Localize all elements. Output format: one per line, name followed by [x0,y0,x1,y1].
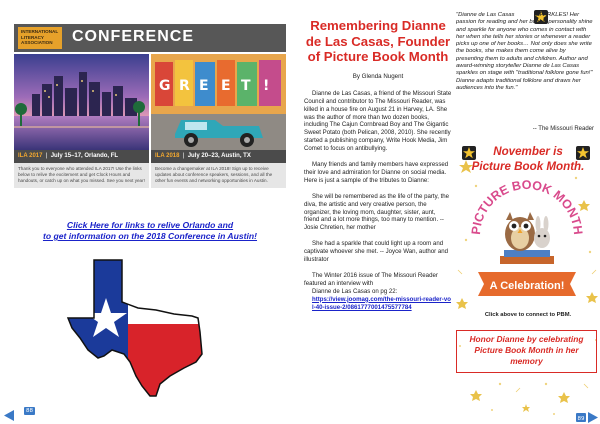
right-column [456,0,600,424]
ila-2018-year: ILA 2018 [155,153,180,159]
logo-line: LITERACY [21,34,44,40]
pbm-heading [456,145,600,174]
article-title: Remembering Dianne de Las Casas, Founder of Picture Book Month [305,18,451,65]
texas-flag-map-icon [66,258,206,398]
previous-page-button[interactable] [4,406,26,417]
svg-text:!: ! [263,78,270,94]
article-byline: By Glenda Nugent [352,72,404,80]
ila-2017-dates: July 15–17, Orlando, FL [50,153,119,159]
article-paragraph: Dianne de Las Casas on pg 22: [312,287,398,295]
svg-text:E: E [221,78,231,94]
badge-subtitle: A Celebration! [489,280,565,292]
article-body [304,90,452,312]
ila-2017-description: Thank you to everyone who attended ILA 2017! Use the links below to relive the excitement and get Clock Hours and handouts, or catch up on what you missed. See you next year! [18,166,145,183]
next-page-button[interactable] [576,408,598,422]
ila-2018-dates: July 20–23, Austin, TX [187,153,251,159]
conference-link-line2[interactable]: to get information on the 2018 Conference in Austin! [42,231,258,241]
page-number-right: 89 [577,416,585,422]
quote-sparkles: SPARKLES! [535,12,569,18]
badge-title: PICTURE BOOK MONTH [468,177,586,236]
article-paragraph: She had a sparkle that could light up a room and captivate whoever she met. -- Joyce Wan, author and illustrator [304,240,449,264]
svg-text:G: G [159,78,171,94]
article-paragraph: Dianne de Las Casas, a friend of the Missouri State Council and contributor to The Missouri Reader, was killed in a house fire on August 21 in Harvey, LA. She was the author of more than two dozen books, including The Cajun Cornbread Boy and The Gigantic Sweet Potato (both Pelican, 2008, 2010). She recently started a publishing company, Write Hook Media, Jim Comet to focus on antibullying. [304,89,452,153]
austin-truck-photo [151,54,286,150]
svg-text:E: E [199,78,209,94]
article-paragraph: The Winter 2016 issue of The Missouri Reader featured an interview with [304,272,438,287]
orlando-skyline-photo [14,54,149,150]
svg-text:R: R [179,78,190,94]
pbm-heading-line1: November is [493,145,563,158]
conference-banner [14,24,286,52]
quote-body: Her passion for reading and her bubbly personality shine and sparkle for anyone who comes in contact with her when she tells her stories or whenever a reader picks up one of her books… Not only does she write the books, she makes them come alive by presenting them to adults and children. Author and award-winning storyteller Dianne de Las Casas sparkles on stage with "traditional folklore gone fun!" Dianne adapts traditional folklore and draws her audiences into the fun." [456,12,593,91]
ila-logo [18,27,62,49]
svg-text:T: T [241,78,251,94]
conference-link-line1[interactable]: Click Here for links to relive Orlando and [66,220,234,230]
article-remembering-dianne [304,18,452,312]
pbm-heading-line2: Picture Book Month. [471,159,585,173]
logo-line: ASSOCIATION [21,40,53,46]
article-paragraph: Many friends and family members have expressed their love and admiration for Dianne on social media. Here is just a sample of the tributes to Dianne: [304,161,449,184]
article-paragraph: She will be remembered as the life of the party, the diva, the artistic and very creative person, the organizer, the loving mom, daughter, sister, aunt, friend and a lot more things, too many to mention. -- Josie Chretien, her mother [304,192,450,232]
ila-2018-caption: ILA 2018 | July 20–23, Austin, TX [151,150,286,163]
quote-attribution: -- The Missouri Reader [532,126,594,132]
ila-2017-year: ILA 2017 [18,153,43,159]
pbm-connect-note: Click above to connect to PBM. [484,312,572,318]
banner-title: CONFERENCE [72,28,195,45]
conference-links-link[interactable] [20,220,280,242]
ila-2017-card [14,54,149,188]
logo-line: INTERNATIONAL [21,29,59,34]
honor-dianne-box: Honor Dianne by celebrating Picture Book Month in her memory [456,330,597,373]
ila-2018-card [151,54,286,188]
interview-link[interactable]: https://view.joomag.com/the-missouri-reader-vol-40-issue-2/0861777001475577784 [312,295,451,311]
sparkles-quote [456,12,594,92]
ila-2018-description: Become a changemaker at ILA 2018! Sign up to receive updates about conference speakers, sessions, and all the other fun events and networking opportunities in Austin. [155,166,273,183]
page-number-left: 88 [26,408,33,414]
quote-opening: "Dianne de Las Casas [456,12,515,18]
ila-2017-caption: ILA 2017 | July 15–17, Orlando, FL [14,150,149,163]
picture-book-month-badge[interactable] [468,176,586,308]
